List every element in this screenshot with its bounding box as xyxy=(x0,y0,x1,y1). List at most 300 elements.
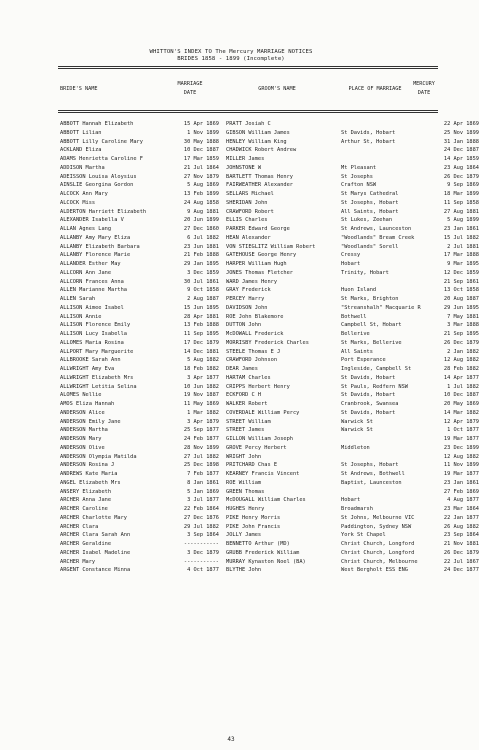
col-header-marriage-l2: DATE xyxy=(183,90,197,96)
marriage-place: Paddington, Sydney NSW xyxy=(341,523,412,530)
mercury-date: 21 Sep 1895 xyxy=(443,331,479,337)
bride-name: ADDISON Martha xyxy=(60,164,105,171)
groom-name: HENLEY William King xyxy=(226,138,287,145)
marriage-place: Arthur St, Hobart xyxy=(341,138,396,145)
mercury-date: 5 Aug 1899 xyxy=(447,217,479,224)
marriage-place: Warwick St xyxy=(341,427,373,434)
bride-name: ALLANDER Esther May xyxy=(60,261,121,267)
marriage-place: St Davids, Hobart xyxy=(341,374,396,381)
table-row xyxy=(60,304,479,313)
mercury-date: 27 Feb 1869 xyxy=(443,488,479,495)
groom-name: CRAWFORD Robert xyxy=(226,208,274,215)
mercury-date: 23 Jan 1861 xyxy=(443,226,479,232)
table-row xyxy=(60,488,479,497)
marriage-place: West Bergholt ESS ENG xyxy=(341,567,408,574)
mercury-date: 14 Apr 1859 xyxy=(443,156,479,162)
mercury-date: 11 Nov 1899 xyxy=(443,462,479,469)
groom-name: DEAR James xyxy=(226,366,258,372)
table-row xyxy=(60,435,479,444)
table-row xyxy=(60,181,479,190)
bride-name: ARCHER Clara Sarah Ann xyxy=(60,532,131,539)
marriage-place: "Woodlands" Bream Creek xyxy=(341,234,415,241)
groom-name: DAVIDSON John xyxy=(226,304,268,311)
groom-name: WALKER Robert xyxy=(226,401,268,407)
bride-name: ANDERSON Mary xyxy=(60,436,102,442)
table-row xyxy=(60,453,479,462)
bride-name: ALLAN Agnes Lang xyxy=(60,226,112,232)
mercury-date: 24 Dec 1877 xyxy=(443,567,479,574)
marriage-place: Bothwell xyxy=(341,313,367,320)
col-header-place: PLACE OF MARRIAGE xyxy=(348,86,402,92)
mercury-date: 7 May 1881 xyxy=(447,313,479,320)
table-row xyxy=(60,374,479,383)
table-row xyxy=(60,208,479,217)
groom-name: BENNETTO Arthur (MD) xyxy=(226,541,290,547)
table-row xyxy=(60,356,479,365)
marriage-date: 3 Dec 1859 xyxy=(187,269,219,276)
col-header-marriage-date xyxy=(168,80,212,98)
bride-name: ARCHER Geraldine xyxy=(60,541,112,547)
mercury-date: 26 Dec 1879 xyxy=(443,339,479,346)
marriage-place: Christ Church, Melbourne xyxy=(341,558,418,565)
marriage-place: St Andrews, Bothwell xyxy=(341,471,405,477)
bride-name: ANDERSON Martha xyxy=(60,427,108,434)
marriage-date: 15 Jun 1895 xyxy=(183,304,219,311)
bride-name: ALLEN Sarah xyxy=(60,296,96,302)
groom-name: CRIPPS Herbert Henry xyxy=(226,383,290,390)
marriage-date: 28 Nov 1899 xyxy=(183,444,219,451)
marriage-date: ----------- xyxy=(183,558,219,565)
bride-name: ALLANBY Elizabeth Barbara xyxy=(60,243,140,250)
table-row xyxy=(60,383,479,392)
marriage-date: 30 May 1888 xyxy=(183,138,219,145)
table-row xyxy=(60,129,479,138)
bride-name: ARCHER Anna Jane xyxy=(60,497,112,504)
marriage-date: 13 Feb 1899 xyxy=(183,191,219,197)
groom-name: PRITCHARD Chas E xyxy=(226,462,278,469)
marriage-date: 3 Apr 1879 xyxy=(187,418,219,425)
mercury-date: 28 Feb 1882 xyxy=(443,366,479,372)
mercury-date: 4 Aug 1877 xyxy=(447,497,479,504)
mercury-date: 3 Mar 1888 xyxy=(447,322,479,329)
mercury-date: 11 Sep 1858 xyxy=(443,199,479,206)
marriage-date: 3 Jul 1877 xyxy=(187,497,219,504)
marriage-place: Christ Church, Longford xyxy=(341,541,415,547)
marriage-date: 27 Jul 1882 xyxy=(183,453,219,460)
table-row xyxy=(60,216,479,225)
marriage-date: 27 Nov 1879 xyxy=(183,173,219,180)
groom-name: PIKE John Francis xyxy=(226,523,281,530)
marriage-date: 17 Mar 1859 xyxy=(183,156,219,162)
groom-name: STEELE Thomas E J xyxy=(226,348,281,355)
mercury-date: 23 Mar 1864 xyxy=(443,506,479,512)
bride-name: ARCHER Caroline xyxy=(60,506,108,512)
marriage-date: 10 Dec 1887 xyxy=(183,147,219,154)
mercury-date: 22 Jul 1867 xyxy=(443,558,479,565)
mercury-date: 21 Nov 1881 xyxy=(443,541,479,547)
table-row xyxy=(60,138,479,147)
marriage-date: 3 Sep 1864 xyxy=(187,532,219,539)
bride-name: ANDREWS Kate Maria xyxy=(60,471,118,477)
marriage-place: Hobart xyxy=(341,261,361,267)
marriage-place: Port Esperance xyxy=(341,357,386,364)
page-number: 43 xyxy=(227,736,235,743)
header-rule-top-inner xyxy=(58,68,438,70)
table-row xyxy=(60,523,479,532)
marriage-place: York St Chapel xyxy=(341,532,386,539)
mercury-date: 26 Aug 1882 xyxy=(443,523,479,530)
marriage-place: Huon Island xyxy=(341,287,377,294)
marriage-place: St Davids, Hobart xyxy=(341,129,396,136)
bride-name: ALLEN Marianne Martha xyxy=(60,287,127,294)
bride-name: ANGEL Elizabeth Mrs xyxy=(60,479,121,486)
marriage-place: St Josephs xyxy=(341,173,373,180)
groom-name: SHERIDAN John xyxy=(226,199,268,206)
bride-name: ABBOTT Lilian xyxy=(60,129,102,136)
table-row xyxy=(60,313,479,322)
marriage-place: "Streanshalh" Macquarie R xyxy=(341,304,421,311)
table-row xyxy=(60,146,479,155)
marriage-place: St Marys Cathedral xyxy=(341,191,399,197)
bride-name: ALLISON Annie xyxy=(60,313,102,320)
table-row xyxy=(60,120,479,129)
marriage-place: St Pauls, Redfern NSW xyxy=(341,383,408,390)
table-row xyxy=(60,260,479,269)
marriage-place: All Saints xyxy=(341,348,373,355)
table-row xyxy=(60,549,479,558)
bride-name: ANDERSON Alice xyxy=(60,409,105,416)
marriage-date: 1 Mar 1882 xyxy=(187,409,219,416)
marriage-place: Hobart xyxy=(341,497,361,504)
bride-name: ADEISSON Louisa Aloysius xyxy=(60,173,137,180)
table-row xyxy=(60,234,479,243)
bride-name: ALLOMES Maria Rosina xyxy=(60,339,124,346)
marriage-date: ----------- xyxy=(183,541,219,547)
table-row xyxy=(60,321,479,330)
bride-name: ARCHER Charlotte Mary xyxy=(60,514,127,521)
marriage-date: 17 Dec 1879 xyxy=(183,339,219,346)
bride-name: AMOS Eliza Hannah xyxy=(60,401,115,407)
marriage-place: Ingleside, Campbell St xyxy=(341,366,412,372)
marriage-place: Bellerive xyxy=(341,331,370,337)
mercury-date: 1 Oct 1877 xyxy=(447,427,479,434)
marriage-place: Cranbrook, Swansea xyxy=(341,401,399,407)
bride-name: ABBOTT Lilly Caroline Mary xyxy=(60,138,143,145)
marriage-place: Christ Church, Longford xyxy=(341,549,415,556)
groom-name: COVERDALE William Percy xyxy=(226,409,300,416)
mercury-date: 12 Dec 1859 xyxy=(443,269,479,276)
bride-name: ALLPORT Mary Marguerite xyxy=(60,348,134,355)
marriage-date: 24 Aug 1858 xyxy=(183,199,219,206)
mercury-date: 14 Mar 1882 xyxy=(443,409,479,416)
bride-name: ALLANBY Amy Mary Eliza xyxy=(60,234,131,241)
groom-name: BARTLETT Thomas Henry xyxy=(226,173,293,180)
bride-name: ARCHER Clara xyxy=(60,523,99,530)
mercury-date: 13 Oct 1858 xyxy=(443,287,479,294)
table-row xyxy=(60,330,479,339)
table-row xyxy=(60,339,479,348)
bride-name: ALLCORN Frances Anna xyxy=(60,278,124,285)
mercury-date: 24 Dec 1887 xyxy=(443,147,479,154)
marriage-date: 27 Dec 1860 xyxy=(183,226,219,232)
bride-name: ALLANBY Florence Marie xyxy=(60,252,131,259)
marriage-date: 5 Aug 1882 xyxy=(187,357,219,364)
mercury-date: 26 Dec 1879 xyxy=(443,549,479,556)
marriage-date: 5 Aug 1869 xyxy=(187,182,219,189)
marriage-place: St Josephs, Hobart xyxy=(341,462,399,469)
marriage-date: 3 Apr 1877 xyxy=(187,374,219,381)
groom-name: HUGHES Henry xyxy=(226,506,265,512)
marriage-date: 8 Jan 1861 xyxy=(187,479,219,486)
mercury-date: 1 Jul 1882 xyxy=(447,383,479,390)
table-row xyxy=(60,400,479,409)
col-header-groom: GROOM'S NAME xyxy=(258,86,296,92)
marriage-date: 2 Aug 1887 xyxy=(187,296,219,302)
groom-name: GRAY Frederick xyxy=(226,287,271,294)
marriage-date: 23 Jun 1881 xyxy=(183,243,219,250)
groom-name: GREEN Thomas xyxy=(226,488,265,495)
col-header-mercury-l1: MERCURY xyxy=(413,81,435,87)
bride-name: ANSERY Elizabeth xyxy=(60,488,112,495)
marriage-place: "Woodlands" Sorell xyxy=(341,243,399,250)
mercury-date: 23 Dec 1899 xyxy=(443,444,479,451)
table-row xyxy=(60,225,479,234)
marriage-date: 22 Feb 1864 xyxy=(183,506,219,512)
bride-name: ALLCORN Ann Jane xyxy=(60,269,112,276)
table-row xyxy=(60,391,479,400)
mercury-date: 12 Apr 1879 xyxy=(443,418,479,425)
table-row xyxy=(60,269,479,278)
col-header-mercury-date xyxy=(402,80,446,98)
marriage-place: Mt Pleasant xyxy=(341,164,377,171)
table-row xyxy=(60,418,479,427)
bride-name: ADAMS Henrietta Caroline F xyxy=(60,156,143,162)
mercury-date: 20 Aug 1887 xyxy=(443,296,479,302)
marriage-date: 11 May 1869 xyxy=(183,401,219,407)
groom-name: JOHNSTONE W xyxy=(226,164,262,171)
marriage-date: 14 Dec 1881 xyxy=(183,348,219,355)
mercury-date: 21 Sep 1861 xyxy=(443,278,479,285)
table-row xyxy=(60,243,479,252)
table-row xyxy=(60,199,479,208)
bride-name: ANDERSON Rosina J xyxy=(60,462,115,469)
groom-name: ELLIS Charles xyxy=(226,217,268,224)
groom-name: DUTTON John xyxy=(226,322,262,329)
marriage-date: 25 Dec 1898 xyxy=(183,462,219,469)
groom-name: PERCEY Harry xyxy=(226,296,265,302)
marriage-date: 29 Jan 1895 xyxy=(183,261,219,267)
groom-name: JOLLY James xyxy=(226,532,262,539)
table-row xyxy=(60,278,479,287)
groom-name: ROE John Blakemore xyxy=(226,313,284,320)
marriage-date: 7 Feb 1877 xyxy=(187,471,219,477)
marriage-place: Cressy xyxy=(341,252,361,259)
col-header-marriage-l1: MARRIAGE xyxy=(177,81,203,87)
mercury-date: 18 Mar 1899 xyxy=(443,191,479,197)
mercury-date: 12 Aug 1882 xyxy=(443,453,479,460)
table-row xyxy=(60,558,479,567)
bride-name: ARGENT Constance Minna xyxy=(60,567,131,574)
mercury-date: 15 Jul 1882 xyxy=(443,234,479,241)
marriage-index-table xyxy=(60,120,479,575)
bride-name: ALOMES Nellie xyxy=(60,392,102,399)
marriage-date: 21 Jul 1864 xyxy=(183,164,219,171)
marriage-date: 28 Apr 1881 xyxy=(183,313,219,320)
col-header-bride: BRIDE'S NAME xyxy=(60,86,98,92)
bride-name: ALLISON Aimee Isabel xyxy=(60,304,124,311)
mercury-date: 29 Jun 1895 xyxy=(443,304,479,311)
marriage-date: 1 Nov 1899 xyxy=(187,129,219,136)
bride-name: ALLISON Florence Emily xyxy=(60,322,131,329)
marriage-date: 5 Jan 1869 xyxy=(187,488,219,495)
marriage-date: 9 Aug 1881 xyxy=(187,208,219,215)
table-row xyxy=(60,566,479,575)
mercury-date: 19 Mar 1877 xyxy=(443,471,479,477)
bride-name: ALEXANDER Isabella V xyxy=(60,217,124,224)
groom-name: STREET James xyxy=(226,427,265,434)
marriage-place: St Johns, Melbourne VIC xyxy=(341,514,415,521)
marriage-place: St Lukes, Zeehan xyxy=(341,217,393,224)
page-subtitle: BRIDES 1858 - 1899 (Incomplete) xyxy=(177,56,285,62)
groom-name: PIKE Henry Morris xyxy=(226,514,281,521)
groom-name: HARTAM Charles xyxy=(226,374,271,381)
table-row xyxy=(60,461,479,470)
bride-name: ACKLAND Eliza xyxy=(60,147,102,154)
mercury-date: 22 Apr 1869 xyxy=(443,121,479,127)
bride-name: ALCOCK Miss xyxy=(60,199,96,206)
marriage-date: 13 Feb 1888 xyxy=(183,322,219,329)
marriage-date: 10 Jun 1882 xyxy=(183,383,219,390)
marriage-place: Middleton xyxy=(341,444,370,451)
mercury-date: 2 Jan 1882 xyxy=(447,348,479,355)
marriage-date: 20 Jun 1899 xyxy=(183,217,219,224)
groom-name: WRIGHT John xyxy=(226,453,262,460)
bride-name: ALDERTON Harriett Elizabeth xyxy=(60,208,147,215)
marriage-date: 30 Jul 1861 xyxy=(183,278,219,285)
marriage-date: 6 Jul 1882 xyxy=(187,234,219,241)
bride-name: ANDERSON Emily Jane xyxy=(60,418,121,425)
mercury-date: 12 Aug 1882 xyxy=(443,357,479,364)
marriage-place: St Andrews, Launceston xyxy=(341,226,412,232)
table-row xyxy=(60,190,479,199)
table-row xyxy=(60,514,479,523)
table-row xyxy=(60,531,479,540)
bride-name: AINSLIE Georgina Gordon xyxy=(60,182,134,189)
mercury-date: 14 Apr 1877 xyxy=(443,374,479,381)
groom-name: KEARNEY Francis Vincent xyxy=(226,471,300,477)
groom-name: MORRISBY Frederick Charles xyxy=(226,339,309,346)
table-row xyxy=(60,251,479,260)
mercury-date: 9 Sep 1869 xyxy=(447,182,479,189)
bride-name: ARCHER Isabel Madeline xyxy=(60,549,131,556)
mercury-date: 23 Jan 1861 xyxy=(443,479,479,486)
table-row xyxy=(60,173,479,182)
table-row xyxy=(60,409,479,418)
mercury-date: 9 Mar 1895 xyxy=(447,261,479,267)
mercury-date: 17 Mar 1888 xyxy=(443,252,479,259)
groom-name: CHADWICK Robert Andrew xyxy=(226,147,297,154)
marriage-date: 19 Nov 1887 xyxy=(183,392,219,399)
table-row xyxy=(60,295,479,304)
marriage-place: St Marks, Bellerive xyxy=(341,339,402,346)
mercury-date: 20 May 1869 xyxy=(443,401,479,407)
mercury-date: 31 Jan 1888 xyxy=(443,138,479,145)
bride-name: ABBOTT Hannah Elizabeth xyxy=(60,121,134,127)
groom-name: CRAWFORD Johnson xyxy=(226,357,278,364)
table-row xyxy=(60,470,479,479)
groom-name: HARPER William Hugh xyxy=(226,261,287,267)
mercury-date: 26 Dec 1879 xyxy=(443,173,479,180)
groom-name: WARD James Henry xyxy=(226,278,278,285)
marriage-place: Broadmarsh xyxy=(341,506,373,512)
groom-name: MURRAY Kynaston Noel (BA) xyxy=(226,558,306,565)
marriage-date: 18 Feb 1882 xyxy=(183,366,219,372)
bride-name: ANDERSON Olympia Matilda xyxy=(60,453,137,460)
groom-name: FAIRWEATHER Alexander xyxy=(226,182,293,189)
mercury-date: 23 Aug 1864 xyxy=(443,164,479,171)
marriage-date: 11 Sep 1895 xyxy=(183,331,219,337)
marriage-place: St Josephs, Hobart xyxy=(341,199,399,206)
table-row xyxy=(60,286,479,295)
groom-name: JONES Thomas Fletcher xyxy=(226,269,293,276)
bride-name: ALLWRIGHT Letitia Selina xyxy=(60,383,137,390)
bride-name: ALLISON Lucy Isabella xyxy=(60,331,127,337)
marriage-date: 25 Sep 1877 xyxy=(183,427,219,434)
table-row xyxy=(60,505,479,514)
marriage-date: 27 Dec 1876 xyxy=(183,514,219,521)
groom-name: STREET William xyxy=(226,418,271,425)
groom-name: McDOWALL Frederick xyxy=(226,331,284,337)
mercury-date: 25 Nov 1899 xyxy=(443,129,479,136)
table-row xyxy=(60,540,479,549)
groom-name: PRATT Josiah C xyxy=(226,121,271,127)
mercury-date: 2 Jul 1881 xyxy=(447,243,479,250)
marriage-date: 29 Jul 1882 xyxy=(183,523,219,530)
groom-name: MILLER James xyxy=(226,156,265,162)
marriage-place: All Saints, Hobart xyxy=(341,208,399,215)
mercury-date: 23 Sep 1864 xyxy=(443,532,479,539)
marriage-date: 3 Dec 1879 xyxy=(187,549,219,556)
table-row xyxy=(60,444,479,453)
bride-name: ALLWRIGHT Amy Eva xyxy=(60,366,115,372)
marriage-date: 4 Oct 1877 xyxy=(187,567,219,574)
groom-name: ECKFORD C H xyxy=(226,392,262,399)
table-row xyxy=(60,365,479,374)
marriage-date: 21 Feb 1888 xyxy=(183,252,219,259)
bride-name: ARCHER Mary xyxy=(60,558,96,565)
marriage-date: 24 Feb 1877 xyxy=(183,436,219,442)
groom-name: GRUBB Frederick William xyxy=(226,549,300,556)
groom-name: HEAN Alexander xyxy=(226,234,271,241)
table-row xyxy=(60,496,479,505)
col-header-mercury-l2: DATE xyxy=(417,90,431,96)
marriage-place: Warwick St xyxy=(341,418,373,425)
page-title: WHITTON'S INDEX TO The Mercury MARRIAGE NOTICES xyxy=(149,49,313,55)
marriage-place: St Davids, Hobart xyxy=(341,409,396,416)
table-row xyxy=(60,426,479,435)
table-row xyxy=(60,348,479,357)
groom-name: GATEHOUSE George Henry xyxy=(226,252,297,259)
groom-name: VON STIEGLITZ William Robert xyxy=(226,243,316,250)
groom-name: GROVE Percy Herbert xyxy=(226,444,287,451)
marriage-place: Trinity, Hobart xyxy=(341,269,389,276)
table-row xyxy=(60,479,479,488)
header-rule-bottom-inner xyxy=(58,112,438,114)
bride-name: ALLBROOKE Sarah Ann xyxy=(60,357,121,364)
groom-name: McDOUGALL William Charles xyxy=(226,497,306,504)
mercury-date: 22 Jan 1877 xyxy=(443,514,479,521)
marriage-place: St Davids, Hobart xyxy=(341,392,396,399)
